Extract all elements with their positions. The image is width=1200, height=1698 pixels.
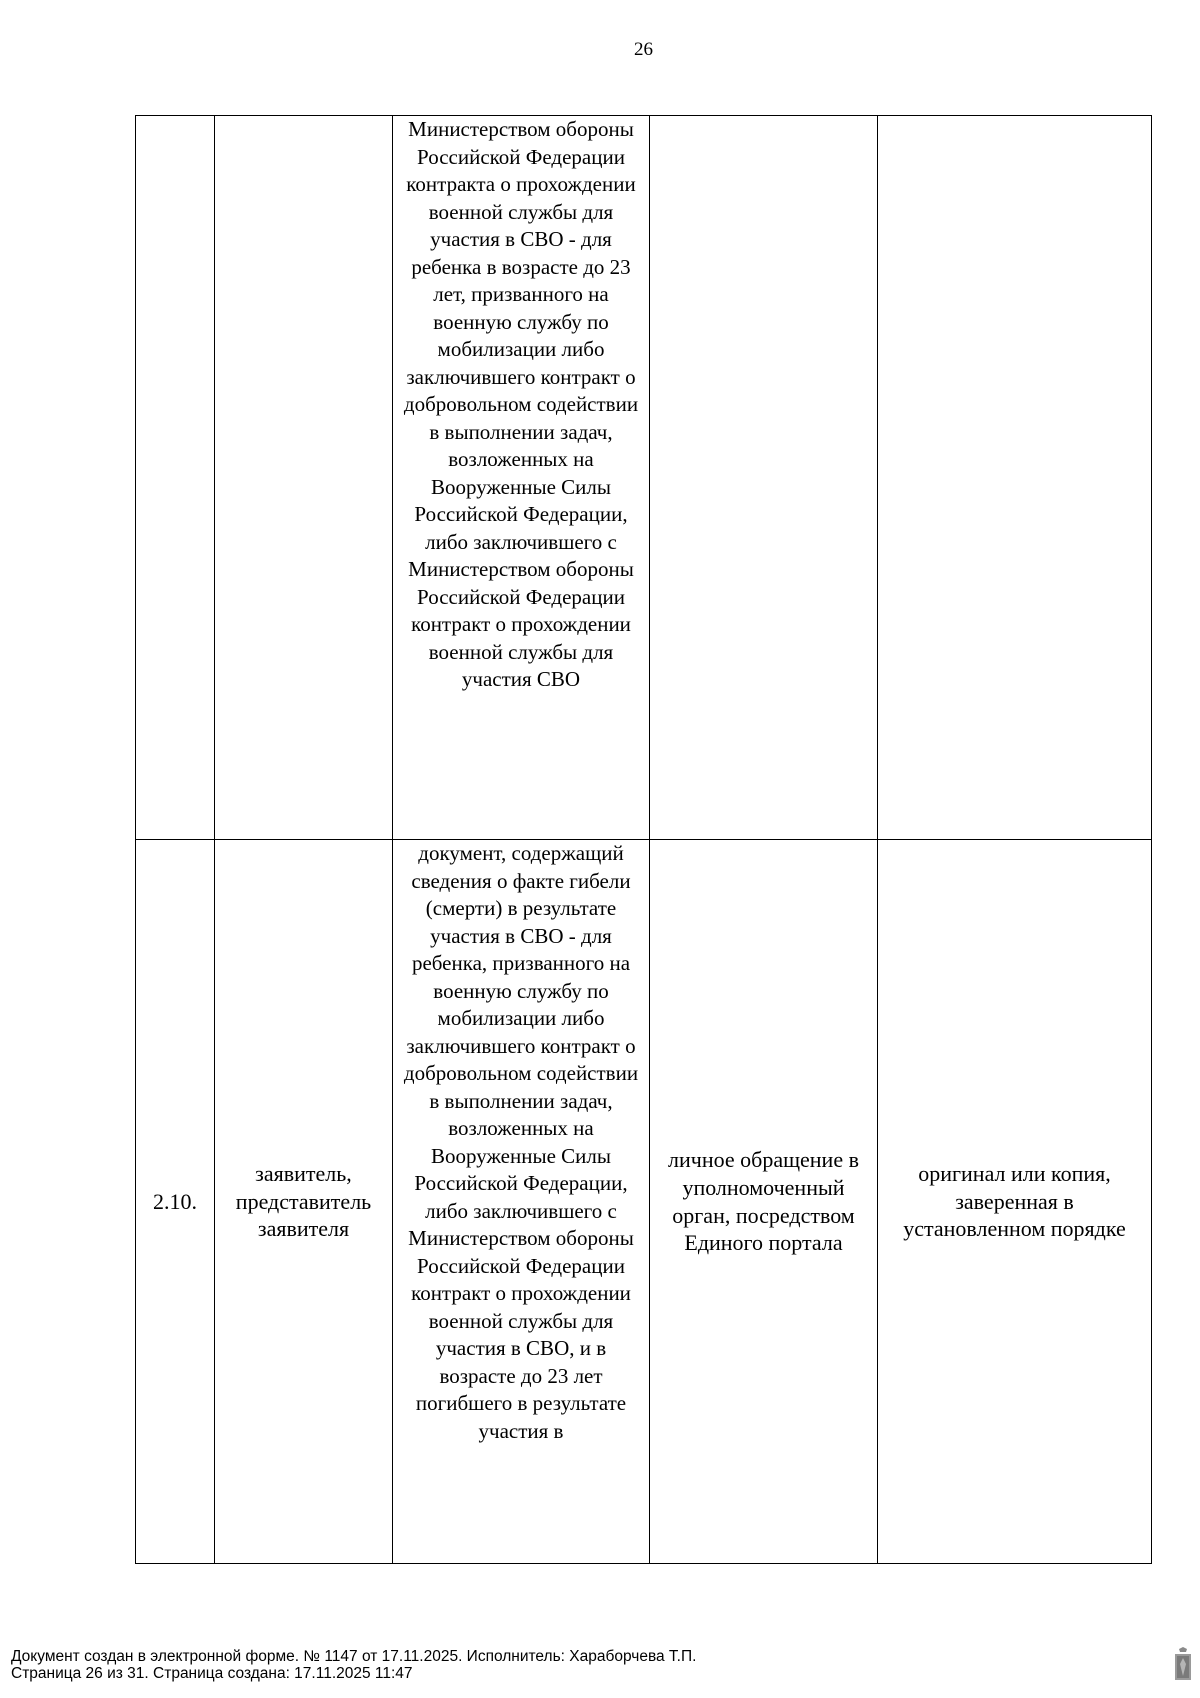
documents-table xyxy=(135,115,1152,1564)
page-number: 26 xyxy=(634,39,653,60)
row-number-cell: 2.10. xyxy=(136,840,215,1564)
table-row xyxy=(136,840,1152,1564)
row-number-cell xyxy=(136,116,215,840)
document-cell xyxy=(393,840,650,1564)
applicant-cell xyxy=(215,116,393,840)
coat-of-arms-icon xyxy=(1174,1647,1192,1681)
footer-line-page: Страница 26 из 31. Страница создана: 17.11.2025 11:47 xyxy=(11,1665,413,1682)
document-form-cell: оригинал или копия, заверенная в установленном порядке xyxy=(878,840,1152,1564)
document-text: документ, содержащий сведения о факте гибели (смерти) в результате участия в СВО - для ребенка, призванного на военную службу по мобилизации либо заключившего контракт о добровольном содействии в выполнении задач, возложенных на Вооруженные Силы Российской Федерации, либо заключившего с Министерством обороны Российской Федерации контракт о прохождении военной службы для участия в СВО, и в возрасте до 23 лет погибшего в результате участия в xyxy=(403,841,639,1443)
footer-line-document: Документ создан в электронной форме. № 1147 от 17.11.2025. Исполнитель: Хараборчева Т.П. xyxy=(11,1648,697,1665)
document-footer xyxy=(11,1648,1111,1682)
document-cell xyxy=(393,116,650,840)
document-form-cell xyxy=(878,116,1152,840)
table-row xyxy=(136,116,1152,840)
submission-method-cell: личное обращение в уполномоченный орган, посредством Единого портала xyxy=(650,840,878,1564)
submission-method-cell xyxy=(650,116,878,840)
applicant-cell: заявитель, представитель заявителя xyxy=(215,840,393,1564)
document-text: Министерством обороны Российской Федерации контракта о прохождении военной службы для участия в СВО - для ребенка в возрасте до 23 лет, призванного на военную службу по мобилизации либо заключившего контракт о добровольном содействии в выполнении задач, возложенных на Вооруженные Силы Российской Федерации, либо заключившего с Министерством обороны Российской Федерации контракт о прохождении военной службы для участия СВО xyxy=(403,117,639,691)
